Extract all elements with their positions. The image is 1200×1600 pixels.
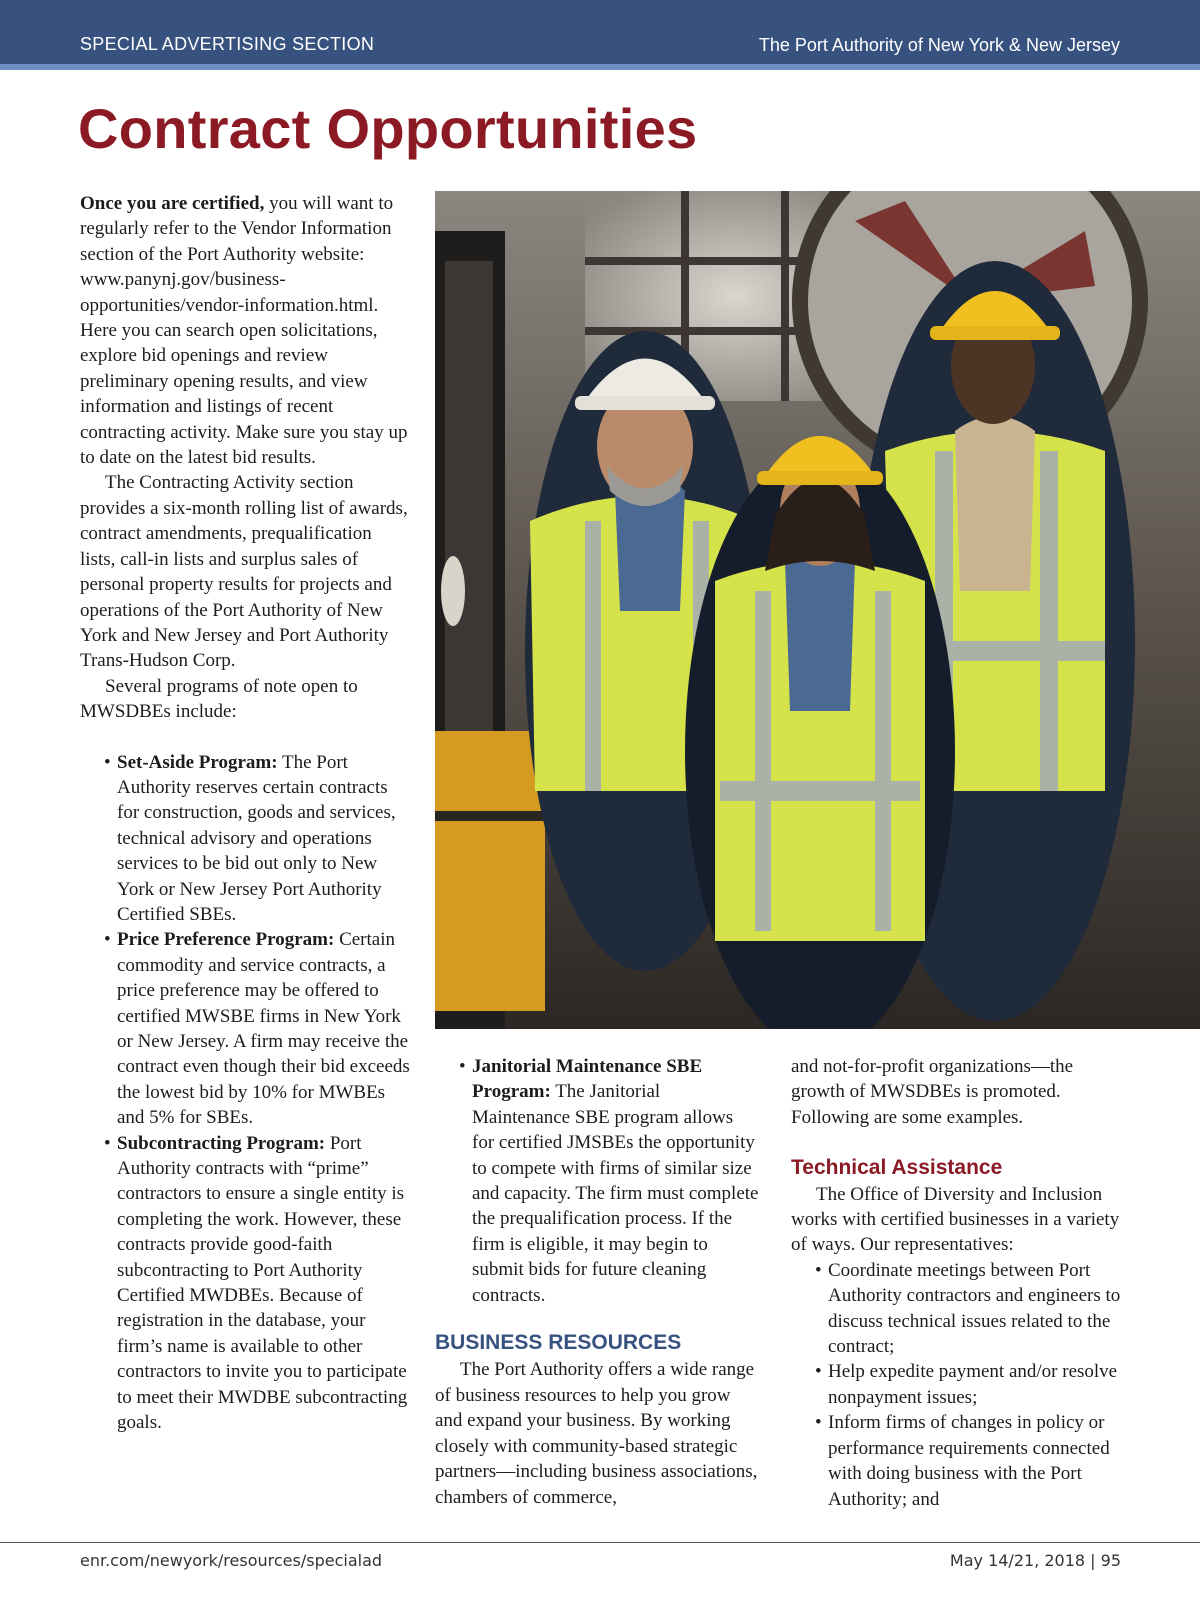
publisher-name: The Port Authority of New York & New Jersey — [758, 35, 1120, 55]
technical-assistance-list — [791, 1258, 1128, 1512]
list-item: • Coordinate meetings between Port Authority contractors and engineers to discuss technical issues related to the contract; — [791, 1258, 1128, 1360]
column-left — [80, 191, 410, 1436]
workers-photo — [435, 191, 1200, 1029]
technical-assistance-text: The Office of Diversity and Inclusion works with certified businesses in a variety of ways. Our representatives: — [791, 1183, 1120, 1256]
column-middle — [435, 1054, 760, 1510]
technical-assistance-heading: Technical Assistance — [791, 1156, 1003, 1180]
program-text: The Janitorial Maintenance SBE program allows for certified JMSBEs the opportunity to compete with firms of similar size and capacity. The firm must complete the prequalification process. If the firm is eligible, it may begin to submit bids for future cleaning contracts. — [472, 1081, 759, 1306]
program-title: Price Preference Program: — [117, 929, 335, 951]
workers-photo-illustration — [435, 191, 1200, 1029]
section-label: SPECIAL ADVERTISING SECTION — [80, 34, 375, 54]
list-item: • Help expedite payment and/or resolve nonpayment issues; — [791, 1359, 1128, 1410]
program-title: Subcontracting Program: — [117, 1132, 326, 1154]
continued-text: and not-for-profit organizations—the growth of MWSDBEs is promoted. Following are some examples. — [791, 1056, 1074, 1128]
footer-url: enr.com/newyork/resources/specialad — [80, 1551, 383, 1570]
program-text: Port Authority contracts with “prime” contractors to ensure a single entity is completing the work. However, these contracts provide good-faith subcontracting to Port Authority Certified MWDBEs. Because of registration in the database, your firm’s name is available to other contractors to invite you to participate to meet their MWDBE subcontracting goals. — [117, 1132, 408, 1434]
footer-date-page: May 14/21, 2018 | 95 — [949, 1551, 1121, 1570]
page-title: Contract Opportunities — [78, 97, 698, 160]
list-item — [80, 750, 410, 928]
footer-divider — [0, 1542, 1200, 1543]
list-item — [80, 1131, 410, 1436]
list-item — [435, 1054, 760, 1308]
program-list — [80, 750, 410, 1436]
list-item: • Inform firms of changes in policy or performance requirements connected with doing business with the Port Authority; and — [791, 1410, 1128, 1512]
programs-intro: Several programs of note open to MWSDBEs include: — [80, 675, 358, 723]
header-bar — [0, 0, 1200, 70]
program-text: Certain commodity and service contracts, a price preference may be offered to certified MWSBE firms in New York or New Jersey. A firm may receive the contract even though their bid exceeds the lowest bid by 10% for MWBEs and 5% for SBEs. — [117, 929, 410, 1129]
program-title: Janitorial Maintenance SBE Program: — [472, 1056, 703, 1103]
intro-lead: Once you are certified, — [80, 193, 265, 214]
column-right — [791, 1054, 1128, 1512]
intro-paragraph — [80, 191, 410, 470]
list-item — [80, 927, 410, 1130]
program-text: The Port Authority reserves certain contracts for construction, goods and services, technical advisory and operations services to be bid out only to New York or New Jersey Port Authority Certified SBEs. — [117, 751, 396, 925]
program-title: Set-Aside Program: — [117, 751, 278, 773]
janitorial-list — [435, 1054, 760, 1308]
intro-text: you will want to regularly refer to the Vendor Information section of the Port Authority website: www.panynj.gov/business-opportunities/vendor-information.html. Here you can search open solicitations, explore bid openings and review preliminary opening results, and view information and listings of recent contracting activity. Make sure you stay up to date on the latest bid results. — [80, 193, 408, 469]
business-resources-heading: BUSINESS RESOURCES — [435, 1331, 682, 1355]
contracting-activity-paragraph: The Contracting Activity section provides a six-month rolling list of awards, contract amendments, prequalification lists, call-in lists and surplus sales of personal property results for projects and operations of the Port Authority of New York and New Jersey and Port Authority Trans-Hudson Corp. — [80, 472, 408, 672]
business-resources-text: The Port Authority offers a wide range of business resources to help you grow and expand your business. By working closely with community-based strategic partners—including business associations, chambers of commerce, — [435, 1359, 758, 1508]
